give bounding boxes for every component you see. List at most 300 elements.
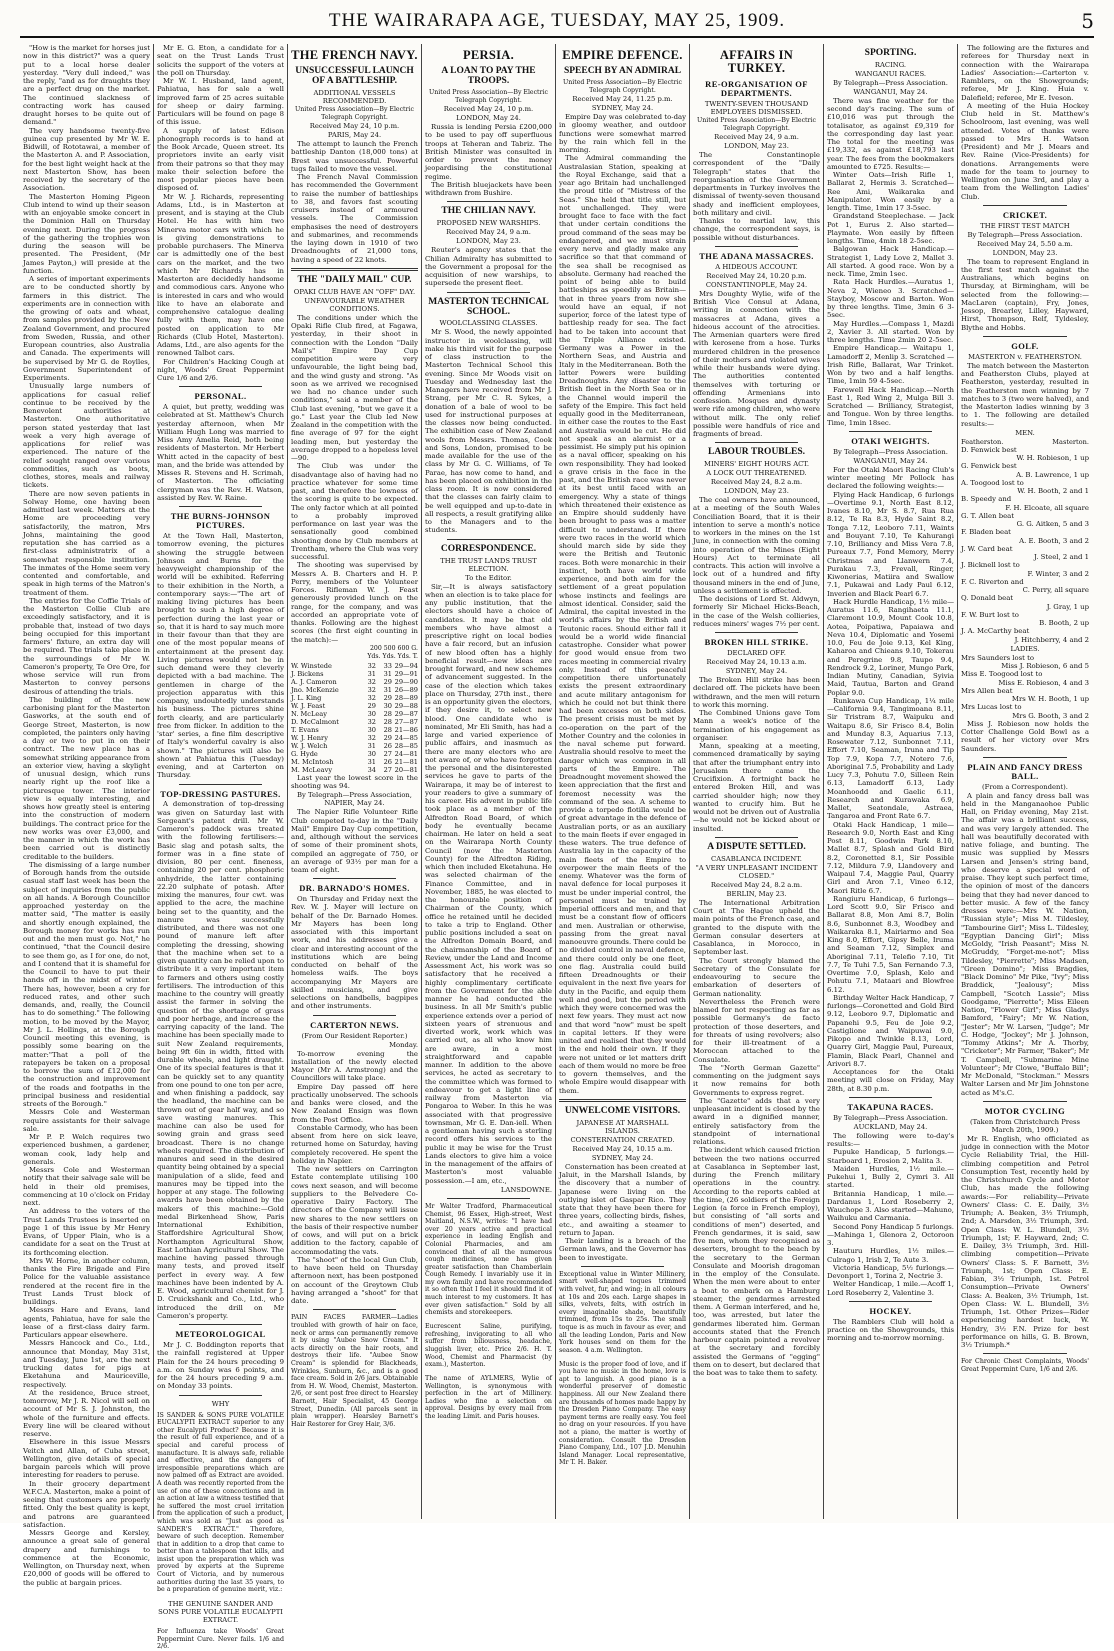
headline-technical-school: MASTERTON TECHNICAL SCHOOL. — [428, 296, 549, 317]
advertisement: Music is the proper food of love, and if you have no music in the home, love is apt to languish. A good piano is a wonderful preserver of domestic happiness. All our New Zealand there are thousands of homes made happy by the Dresden Piano Company. The easy payment terms are really easy. You feel no drag on your resources. If you have not a piano, the matter is worthy of consideration. Consult the Dresden Piano Company, Ltd., 107 J.D. Menuhin Island Manager. Local representative, Mr T. H. Baker. — [559, 1360, 686, 1467]
paragraph: On Thursday and Friday next the Rev. W. J. Mayer will lecture on behalf of the Dr. Barnado Homes. Mr Mayers has been long associated with this important work, and his addresses give a clear and interesting account of the institutions which are being conducted on behalf of the homeless waifs. The boys accompanying Mr Mayers are skilled musicians, and give selections on handbells, bagpipes and other instruments. — [291, 895, 418, 1011]
subheadline: WOOLCLASSING CLASSES. — [439, 319, 538, 328]
paragraph: Sir,—It is always satisfactory when an election is to take place for any public institution, that the electors should have a choice of candidates. It may be that old members who have almost a prescriptive right on local bodies have a fair record, but an infusion of new blood often has a highly beneficial result—new ideas are brought forward, and new schemes of advancement suggested. In the case of the election which takes place on Thursday, 27th inst., there is an opportunity given the electors, if they desire it, to select new blood. One candidate who is nominated, Mr Eli Smith, has had a large and varied experience of public affairs, and inasmuch as there are many electors who are not aware of, or who have forgotten the personal and the disinterested services he gave to parts of the Wairarapa, it may be of interest to your readers to give a summary of his career. His advent in public life took place as a member of the Alfredton Road Board, of which body he eventually became chairman. He later on held a seat on the Wairarapa North County Council (now the Masterton County) for the Alfredton Riding, which then included Eketahuna. He was selected chairman of the Finance Committee, and in November, 1885, he was elected to the honourable position of Chairman of the County, which office he retained until he decided to take a trip to England. Other public positions included a seat on the Alfredton Domain Board, and the chairmanship of the Board of Review, under the Land and Income Assessment Act, his work was so satisfactory that he received a highly complimentary certificate from the Government for the able manner he had conducted the business. In all Mr Smith's public experience extends over a period of sixteen years of strenuous and diverted work, work which was carried out, as all who know him are aware, in a most straightforward and capable manner. In addition to the above services, he acted as secretary to the committee which was formed to endeavour to get a light line of railway from Masterton via Pongaroa to Weber. In this he was associated with that progressive townsman, Mr G. E. Dan-iell. When a gentleman having such a sterling record offers his services to the public it may be wise for the Trust Lands electors to give him a voice in the management of the affairs of Masterton's most valuable possession.—I am, etc., — [425, 582, 552, 1185]
shooter-score: 29—87 — [394, 709, 418, 718]
shooter-score: 31 — [383, 685, 392, 694]
shooter-score: 21—81 — [394, 757, 418, 766]
paragraph: Messrs Cole and Westerman notify that their salvage sale will be held in their old premises, commencing at 10 o'clock on Friday next. — [23, 1166, 150, 1207]
divider — [715, 632, 798, 633]
paragraph: At the residence, Bruce street, tomorrow, Mr J. R. Nicol will sell on account of Mr S. J. Johnston, the whole of the furniture and effects. Every line will be cleared without reserve. — [23, 1388, 150, 1438]
headline-unwelcome-visitors: UNWELCOME VISITORS. — [564, 1105, 681, 1116]
headline-daily-mail-cup: THE "DAILY MAIL" CUP. — [297, 274, 412, 285]
column-5 — [556, 44, 690, 1519]
headline-takapuna: TAKAPUNA RACES. — [847, 1101, 934, 1112]
paragraph: Mr W. J. Richards, representing Adams, Ltd., is in Masterton at present, and is staying at the Club Hotel. He has with him two Minerva motor cars with which he is giving demonstrations to probable purchasers. The Minerva car is admittedly one of the best cars on the market, and the two which Mr Richards has in Masterton are decidedly handsome and commodious cars. Anyone who is interested in cars and who would like to have an elaborate and comprehensive catalogue dealing fully with them, may have one posted on application to Mr Richards (Club Hotel, Masterton). Adams, Ltd., are also agents for the renowned Talbot cars. — [157, 192, 284, 358]
golf-result-line: J. Steel, 2 and 1 — [1034, 553, 1089, 562]
shooter-name: M. McIntosh — [291, 757, 334, 766]
shooter-score: 32 — [367, 717, 376, 726]
race-weights: Otaki Hack Handicap, 1 mile—Research 9.0, North East and King Post 8.11, Goodwin Park 8.10, Mallet 8.7, Splash and Gold Bird 8.2, Coronetted 8.1, Sir Possible 7.12, Mildura 7.9, Llandovery and Waipaul 7.4, Maggie Paul, Quarry Girl and Aron 7.1, Vineo 6.12, Maori Ritle 6.7. — [827, 820, 954, 895]
section-heading-personal: PERSONAL. — [194, 391, 247, 402]
paragraph: Acceptances for the Otaki meeting will close on Friday, May 28th, at 8.30 p.m. — [827, 1068, 954, 1093]
subheadline: CASABLANCA INCIDENT. — [711, 854, 802, 863]
paragraph: Mr E. G. Eton, a candidate for a seat on the Trust Lands Trust solicits the support of the voters at the poll on Thursday. — [157, 44, 284, 77]
dateline: Received May 24, 10 p.m. — [309, 122, 400, 131]
divider — [313, 878, 396, 879]
paragraph: An address to the voters of the Trust Lands Trustees is inserted on page 1 of this issue by Mr Henry Evans, of Upper Plain, who is a candidate for a seat on the Trust at its forthcoming election. — [23, 1207, 150, 1257]
shooter-score: 29 — [383, 733, 392, 742]
divider — [179, 386, 262, 387]
section-heading-meteorological: METEOROLOGICAL — [175, 1329, 266, 1340]
paragraph: The entries for the Coffie Trials of the Masterton Collie Club are exceedingly satisfactory, and it is probable that, instead of two days being occupied for this important farmers' fixture, an extra day will be required. The trials take place in the surroundings of Mr W. Cameron's property, Te Ore Ore, for whose service will run from Masterton to convey persons desirous of attending the trials. — [23, 596, 150, 696]
score-row — [291, 702, 418, 710]
paragraph: There was fine weather for the second day's racing. The sum of £10,016 was put through the totalisator, as against £9,319 for the corresponding day last year. The total for the meeting was £19,332, as against £18,793 last year. The fees from the bookmakers amounted to £725. Results:— — [827, 96, 954, 171]
shooter-score: 32 — [367, 661, 376, 670]
shooter-score: 30 — [383, 701, 392, 710]
shooter-name: N. McLeay — [291, 709, 327, 718]
headline-labour: LABOUR TROUBLES. — [708, 447, 805, 458]
divider — [715, 837, 798, 838]
dateline: By Telegraph—Press Association. — [967, 230, 1083, 239]
headline-correspondence: CORRESPONDENCE. — [440, 543, 537, 554]
shooter-score: 26—89 — [394, 685, 418, 694]
shooter-score: 28—85 — [394, 741, 418, 750]
dateline: LONDON, May 23. — [992, 248, 1058, 257]
paragraph: Messrs George and Kersley, announce a great sale of general drapery and furnishings to commence at the Economic, Wellington, on Thursday next, when £20,000 of goods will be offered to the public at bargain prices. — [23, 1529, 150, 1587]
divider — [983, 1101, 1067, 1102]
race-result: Farewell Hack Handicap.—North East 1, Red Wing 2, Mulga Bill 3. Scratched — Brilliancy, Strategist, and Tongue. Won by three lengths. Time, 1min 18sec. — [827, 385, 954, 427]
dateline: Received May 24, 11.25 p.m. — [572, 95, 673, 104]
golf-result-line: A. E. Booth, 3 and 2 — [1019, 536, 1089, 545]
column-head: Masterton. — [1052, 437, 1089, 446]
headline-broken-hill: BROKEN HILL STRIKE. — [704, 637, 809, 648]
score-row — [291, 750, 418, 758]
shooter-score: 29 — [367, 701, 376, 710]
divider — [559, 1099, 686, 1102]
race-weights: Flying Hack Handicap, 6 furlongs —Overtime 9.1, North East 8.12, Ivanes 8.10, Mr S. 8.7, Rua Rua 8.12, Te Ra 8.3, Hyde Saint 8.2, Tonga 7.12, Leoboro 7.11, Waints and Bouyant 7.10, Te Kahurangi 7.10, Brilliancy and Miss Vera 7.8, Pureaux 7.7, Fond Memory, Merry Christmas and Llanwern 7.4, Purakau 7.3, Frevall, Ringer, Kiwonerias, Matiira and Swallow 7.1, Pukawai and Lady Paul 6.12, Inverien and Black Pearl 6.7. — [827, 490, 954, 598]
subheadline: SPEECH BY AN ADMIRAL — [563, 66, 682, 77]
subheadline: THE FIRST TEST MATCH — [980, 221, 1070, 230]
dateline: Received May 24, 10.13 a.m. — [706, 658, 807, 667]
golf-column-heads — [961, 438, 1089, 446]
paragraph: The decisions of Lord St. Aldwyn, formerly Sir Michael Hicks-Beach, in the case of the Welsh collieries, reduces miners' wages 7½ per cent. — [693, 595, 820, 628]
golf-result-line: J. W. Card beat — [961, 544, 1013, 553]
column-7 — [824, 44, 958, 1519]
wire-credit: United Press Association—By Electric Telegraph Copyright. — [295, 106, 414, 121]
paragraph: A quiet, but pretty, wedding was celebrated at St. Matthew's Church yesterday afternoon, when Mr William Hugh Long was married to Miss Amy Amelia Reid, both being residents of Masterton. Mr Herbert Whitt acted in the capacity of best man, and the bride was attended by Misses R. Stevens and H. Scrimah, of Masterton. The officiating clergyman was the Rev. H. Watson, assisted by Rev. W. Raine. — [157, 403, 284, 502]
dateline: Monday. — [389, 1040, 418, 1049]
paragraph: Messrs Hancock and Co., Ltd., announce that Monday, May 31st, and Tuesday, June 1st, are the next trucking dates for pigs at Eketahuna and Mauriceville, respectively. — [23, 1339, 150, 1389]
race-result: Balgowan Hack Handicap.— Strategist 1, Lady Love 2, Mallet 3. All started. A good race. Won by a neck. Time, 2min 1sec. — [827, 245, 954, 279]
shooter-score: 20—81 — [394, 765, 418, 774]
paragraph: The Admiral commanding the Australasian Station, speaking at the Royal Exchange, said that a year ago Britain had unchallenged the proud title of "Mistress of the Seas." She held that title still, but not unchallenged. They were brought face to face with the fact that under certain conditions the proud command of the seas may be endangered, and we must strain every nerve and gladly make any sacrifice so that that command of the sea shall be recognised as absolute. Germany had reached the point of being able to build battleships as speedily as Britain—that in three years from now she would have an equal, if not superior, force of the latest type of battleship ready for sea. The fact had to be taken into account that the Triple Alliance existed. Germany was a Power in the Northern Seas, and Austria and Italy in the Mediterranean. Both the latter Powers were building Dreadnoughts. Any disaster to the British fleet in the North Sea or in the Channel would imperil the safety of the Empire. This fact held equally good in the Mediterranean, in either case the routes to the East and Australia would be cut. He did not speak as an alarmist or a pessimist. He simply put his opinion as a naval officer, speaking on his own responsibility. They had looked a grave crisis in the face in the past, and the British race was never at its best until faced with an emergency. Why a state of things which threatened their existence as an Empire should suddenly have been brought to pass was a matter difficult to understand. If there were two races in the world which should march side by side they were the British and Teutonic races. Both were monarchic in their instinct, both have world wide experience, and both aim for the settlement of a great population whose instincts and feelings are almost identical. Consider, said the Admiral, the capital invested in the world's affairs by the British and Teutonic races. Should either fall it would be a world wide financial catastrophe. Consider what power for good would ensue from two races meeting in commercial rivalry only. Instead of this peaceful competition there unfortunately exists the present extraordinary and acute military antagonism for which he could not but think there had been excesses on both sides. The present crisis must be met by co-operation on the part of the Mother Country and the colonies in the naval scheme put forward. Australia should resolve to meet the danger which was common in all parts of the Empire. The Dreadnought movement showed the keen appreciation that the first and foremost necessity was the command of the sea. A scheme to provide a torpedo flotilla would be of great advantage in the defence of Australian ports, or as an auxiliary to the main fleets if ever engaged in these waters. The true defence of Australia lay in the capacity of the main fleets of the Empire to overpower the main fleets of the enemy. Whatever was the form of naval defence for local purposes it must be under imperial control, the personnel must be trained by Imperial officers and men, and that must be a constant flow of officers and men. Australian or otherwise, passing from the great naval manoeuvre grounds. There could be no divided control in naval defence, and there could only be one fleet, one flag. Australia could build fifteen Dreadnoughts or their equivalent in the next five years for duty in the Pacific, and equip them well and good, but the period with which they were concerned was the next few years. They must act now and that word "now" must be spelt in capital letters. If they were united and realised that they would in the end hold their own. If they were not united or let matters drift each of them would no more be free to govern themselves, and the whole Empire would disappear with them. — [559, 154, 686, 1095]
shooter-score: 21—86 — [394, 725, 418, 734]
dateline: By Telegraph—Press Association, NAPIER, May 24. — [297, 791, 412, 808]
golf-result-line: Mrs G. Booth, 3 and 2 — [1012, 711, 1089, 720]
column-1 — [20, 44, 154, 1587]
paragraph: Constable Carmody, who has been absent from here on sick leave, returned home on Saturday, having completely recovered. He spent the holiday in Napier. — [291, 1123, 418, 1165]
byline: (From Our Resident Reporter.) — [301, 1031, 408, 1040]
paragraph: A demonstration of top-dressing was given on Saturday last with Sergeant's patent drill. Mr W. Cameron's paddock was treated with the following fertilisers:— Basic slag and potash salts, the former was in a fine state of division, 80 per cent. fineness, containing 20 per cent. phosphoric anhydride, the latter containing 22.20 sulphate of potash. After mixing the manures, four cwt. was applied to the acre, the machine being set to the quantity, and the manure was successfully distributed, and there was not one pound of manure left after completing the dressing, showing that the machine when set to a given quantity can be relied upon to distribute it a very important item to farmers and others using costly fertilisers. The introduction of this machine to the country will greatly assist the farmer in solving the question of the shortage of grass and poor herbage, and increase the carrying capacity of the land. The machine has been specially made to suit New Zealand requirements, being 9ft 6in in width, fitted with durable wheels, and light draught. One of its special features is that it can be quickly set to any quantity from one pound to one ton per acre, and when finishing a paddock, say the headland, the machine can be thrown out of gear half way, and so save wasting manures. This machine can also be used for sowing grain and grass seed broadcast. There is no change wheels required. The distribution of manures and seed in the desired quantity being obtained by a special manipulation of a slide, feed and manures may be tipped into the hopper at any stage. The following awards have been obtained by the makers of this machine:—Gold medal Birkenhead Show, Paris International Exhibition, Staffordshire Agricultural Show, Northampton Agricultural Show, East Lothian Agricultural Show. The machine having passed through many tests, and proved itself perfect in every way. A few machines have been indented by A. E. Wood, agricultural chemist for J. D. Cruickshank and Co., Ltd., who introduced the drill on Mr Cameron's property. — [157, 800, 284, 1320]
paragraph: For Children's Hacking Cough at night, Woods' Great Peppermint Cure 1/6 and 2/6. — [157, 357, 284, 382]
race-result: Pupuke Handicap, 5 furlongs.—Starboard 1, Erosion 2, Malita 3. — [827, 1148, 954, 1165]
column-6 — [690, 44, 824, 1519]
headline-carterton: CARTERTON NEWS. — [310, 1019, 399, 1030]
subheadline: MINERS' EIGHT HOURS ACT. — [703, 460, 810, 469]
salutation: To the Editor. — [465, 573, 512, 582]
shooter-score: 30 — [367, 749, 376, 758]
column-8 — [958, 44, 1092, 1519]
golf-result-line: J. Bicknell lost to — [961, 561, 1020, 570]
byline: (From a Correspondent). — [982, 782, 1068, 791]
advertisement: Eucrescent Saline, purifying, refreshing, invigorating to all who suffer from biliousness, headache, sluggish liver, etc. Price 2/6. H. T. Wood, Chemist and Pharmacist (by exam.), Masterton. — [425, 1323, 552, 1369]
dateline: Received May 24, 9 a.m. — [714, 133, 799, 142]
shooter-name: T. Evans — [291, 725, 319, 734]
shooter-name: Jno. McKenzie — [291, 685, 339, 694]
shooter-score: 27—87 — [394, 717, 418, 726]
headline-otaki-weights: OTAKI WEIGHTS. — [851, 435, 930, 446]
shooter-name: W. Winstede — [291, 661, 332, 670]
headline-chilian-navy: THE CHILIAN NAVY. — [441, 206, 536, 217]
paragraph: The Constantinople correspondent of the "Daily Telegraph" states that the reorganisation of the Government departments in Turkey involves the dismissal of twenty-seven thousand shady and inefficient employees, both military and civil. — [693, 151, 820, 217]
race-result: Maiden Hurdles, 1½ mile.—Pukehui 1, Bully 2, Cymri 3. All started. — [827, 1164, 954, 1190]
shooter-score: 32 — [367, 693, 376, 702]
paragraph: The International Arbitration Court at The Hague upheld the main points of the French case, and granted to the dispute with the German consular deserters at Casablanca, in Morocco, in September last. — [693, 898, 820, 957]
race-result: Rata Hack Hurdles.—Auratus 1, Neva 2, Wieneo 3. Scratched—Stayboy, Moscow and Barton. Won by three lengths. Time, 3min 6 3-5sec. — [827, 278, 954, 320]
score-row — [291, 766, 418, 774]
paragraph: Thanks to martial law, this change, the correspondent says, is possible without disturbances. — [693, 217, 820, 242]
race-result: Welter Handicap, 1 mile.—Acoff 1, Lord Roseberry 2, Valentine 3. — [827, 1280, 954, 1297]
dateline: Received May 24, 10.15 a.m. — [572, 1144, 673, 1153]
golf-result-line: Mrs Saunders lost to — [961, 653, 1035, 662]
golf-ladies-results — [961, 654, 1089, 720]
paragraph: Mr J. C. Boddington reports that the rainfall registered at Upper Plain for the 24 hours preceding 9 a.m. on Sunday was 6 points, and for the 24 hours preceding 9 a.m. on Monday 33 points. — [157, 1341, 284, 1391]
shooter-score: 24—85 — [394, 733, 418, 742]
golf-result-line: A. Toogood lost to — [961, 478, 1024, 487]
paragraph: The following are the fixtures and referees for Thursday next in connection with the Wairarapa Ladies' Association:—Carterton v. Ramblers, on the Showgrounds; referee, Mr J. King. Huia v. Dalefield; referee, Mr E. Iveson. — [961, 44, 1089, 102]
shooter-name: G. Hyde — [291, 749, 318, 758]
paragraph: Mr R. English, who officiated as judge in connection with the Motor Cycle Reliability Trial, the Hill-climbing competition and Petrol Consumption Test, recently held by the Christchurch Cycle and Motor Club, has made the following awards:—For reliability—Private Owners' Class: C. E. Daily, 3½ Triumph; A. Beaken, 3½ Triumph, 2nd; A. Marsden, 3½ Triumph, 3rd. Open Class: W. L. Blundell, 3½ Triumph, 1st; F. Hayward, 2nd; C. E. Dailey, 3½ Triumph, 3rd. Hill-climbing competition—Private Owners' Class: S. F. Barnett, 3½ Triumph, 1st; Open Class: E. Fabian, 3½ Triumph, 1st. Petrol Consumption—Private Owners' Class: A. Beaken, 3½ Triumph, 1st. Open Class: W. L. Blundell, 3½ Triumph, 1st. Other Prizes—Rider experiencing hardest luck, W. Hendry, 3½ F.N. Prize for best performance on hills, G. B. Brown, 3½ Triumph.* — [961, 1134, 1089, 1350]
subheadline: UNSUCCESSFUL LAUNCH OF A BATTLESHIP. — [295, 66, 414, 87]
divider — [581, 1266, 664, 1267]
shooter-score: 32 — [367, 677, 376, 686]
paragraph: Empire Day was celebrated to-day in gloomy weather, and outdoor functions were somewhat marred by the rain which fell in the morning. — [559, 113, 686, 155]
wire-credit: United Press Association—By Electric Telegraph Copyright. — [563, 79, 682, 94]
paragraph: The very handsome twenty-five guinea cup presented by Mr W. E. Bidwill, of Rototawai, a member of the Masterton A. and P. Association, for the best light weight hack at the next Masterton Show, has been received by the secretary of the Association. — [23, 126, 150, 193]
dateline: Received May 24, 8.2 a.m. — [710, 478, 803, 487]
golf-result-line: J. Gray, 1 up — [1046, 602, 1089, 611]
headline-golf: GOLF. — [1011, 340, 1039, 351]
divider — [849, 431, 932, 432]
paragraph: The "shoot" of the local Gun Club, to have been held on Thursday afternoon next, has been postponed on account of the Greytown Club having arranged a "shoot" for that date. — [291, 1255, 418, 1306]
subheadline: MASTERTON v. FEATHERSTON. — [968, 352, 1082, 361]
subheadline: THE TRUST LANDS TRUST ELECTION. — [440, 556, 537, 573]
divider — [179, 506, 262, 507]
paragraph: Consternation has been created at Jaluit, in the Marshall Islands, by the discovery that a number of Japanese were living on the outlying islet of Gaspar Rico. They state that they have been there for three years, collecting birds, fishes, etc., and awaiting a steamer to return to Japan. — [559, 1162, 686, 1237]
advertisement: Exceptional value in Winter Millinery, smart well-shaped toques trimmed with velvet, fur, and wing; in all colours at 10s and 20s each. Large shapes in silks, velvets, felts, with ostrich in every imaginable shade, beautifully trimmed, from 15s to 25s. The small toque is as much in favour as ever, and all the leading London, Paris and New York houses send on them for the season. 4 a.m. Wellington. — [559, 1270, 686, 1354]
subheadline: JAPANESE AT MARSHALL ISLANDS. — [576, 1118, 669, 1135]
headline-barnado: DR. BARNADO'S HOMES. — [299, 883, 410, 894]
paragraph: Mr P. P. Welch requires two experienced bushmen, a gardener, woman cook, lady help and generals. — [23, 1133, 150, 1166]
wire-credit: United Press Association—By Electric Telegraph Copyright. — [429, 89, 548, 104]
shooter-score: 34 — [367, 765, 376, 774]
paragraph: Empire Day passed off here practically unobserved. The schools and banks were closed, and the New Zealand Ensign was flown from the Post Office. — [291, 1082, 418, 1124]
paragraph: To-morrow evening the installation of the newly elected Mayor (Mr A. Armstrong) and the Councillors will take place. — [291, 1049, 418, 1083]
paragraph: In their grocery department W.F.C.A. Masterton, make a point of seeing that customers are properly fitted. Only the best quality is kept, and patrons are guaranteed satisfaction. — [23, 1479, 150, 1529]
byline: (Taken from Christchurch Press March 20th, 1909.) — [969, 1117, 1081, 1134]
advertisement: THE GENUINE SANDER AND SONS PURE VOLATILE EUCALYPTI EXTRACT. — [158, 1600, 283, 1625]
paragraph: The Napier Rifle Volunteer Rifle Club competed to-day in the "Daily Mail" Empire Day Cup competition, and, although without the services of some of their prominent shots, compiled an aggregate of 750, or an average of 93½ per man for a team of eight. — [291, 808, 418, 875]
shooter-score: 28—89 — [394, 693, 418, 702]
golf-result-line: A. B. Lawrence, 1 up — [1016, 470, 1089, 479]
paragraph: Reuter's agency states that the Chilian Admiralty has submitted to the Government a proposal for the acquisition of new warships, to supersede the present fleet. — [425, 246, 552, 288]
race-result: Second Pony Handicap 5 furlongs. —Mahinga 1, Glenora 2, Octoroon 3. — [827, 1222, 954, 1248]
dateline: By Telegraph—Press Association. — [833, 78, 948, 87]
paragraph: Mr S. Wood, the newly appointed instructor in woolclassing, will make his third visit for the purpose of class instruction to the Masterton Technical School this evening. Since Mr Woods visit on Tuesday and Wednesday last the Managers have received from Mr J. Strang, per Mr C. R. Sykes, a donation of a bale of wool to be used for instructional purposes at the classes now being conducted. The exhibition case of New Zealand wools from Messrs. Thomas, Cook and Sons, London, promised to be made available for the use of the class by Mr G. C. Williams, of Te Parae, has now come to hand, and has been placed on exhibition in the class room. It is now considered that the classes can fairly claim to be well equipped and up-to-date in all respects, a result gratifying alike to the Managers and to the students. — [425, 328, 552, 535]
golf-result-line: B. Speedy and — [961, 495, 1012, 504]
score-row — [291, 694, 418, 702]
headline-empire-defence: EMPIRE DEFENCE. — [562, 48, 683, 62]
score-row — [291, 758, 418, 766]
paragraph: The conditions under which the Opaki Rifle Club fired, at Fagawa, yesterday, in their shoot in connection with the London "Daily Mail's" Empire Day Cup competition were very unfavourable, the light being bad, and the wind gusty and strong. "As soon as we arrived we recognised we had no chance under such conditions," said a member of the Club last evening, "but we gave it a go." Last year the Club led New Zealand in the competition with the fine average of 97 for the eight leading men, but yesterday the average dropped to a hopeless level—90. — [291, 313, 418, 463]
signature: LANSDOWNE. — [500, 1185, 552, 1194]
race-weights: Birthday Welter Hack Handicap, 7 furlongs—Coronetted and Gold Bird 9.12, Leoboro 9.7, Diplomatic and Papanehi 9.5, Feu de Joie 9.2, Castiglione and Waipuwai 9.0, Pikopo and Twinkle 8.13, Lord, Quarry Girl, Maggie Paul, Pureaux, Flamin, Black Pearl, Channel and Arivori 8.7. — [827, 993, 954, 1068]
shooter-score: 29—94 — [394, 661, 418, 670]
headline-dress-ball: PLAIN AND FANCY DRESS BALL. — [967, 761, 1083, 781]
shooter-score: 28 — [383, 717, 392, 726]
shooter-score: 30 — [367, 709, 376, 718]
dateline: By Telegraph—Press Association. — [833, 1113, 948, 1122]
dateline: SYDNEY, May 24. — [591, 104, 654, 113]
paragraph: The building of the new carbonising plant for the Masterton Gasworks, at the south end of George Street, Masterton, is now completed, the painters only having a day or two to put in on their contract. The new place has a somewhat striking appearance from an exterior view, having a skylight of unusual design, which runs nearly right up the roof like a picturesque tower. The interior view is equally interesting, and shows how greatly steel is entering into the construction of modern buildings. The contract price for the new works was over £3,000, and the manner in which the work has been carried out is distinctly creditable to the builders. — [23, 695, 150, 861]
score-row — [291, 670, 418, 678]
shooter-score: 28 — [383, 709, 392, 718]
divider — [849, 1097, 932, 1098]
column-3 — [288, 44, 422, 1519]
paragraph: There are now seven patients in Solway Home, one having been admitted last week. Matters at the Home are proceeding very satisfactorily, the matron, Mrs Johns, maintaining the good reputation she has carried as a first-class administratrix of a somewhat responsible institution. The inmates of the Home seem very contented and comfortable, and speak in high terms of the Matron's treatment of them. — [23, 489, 150, 597]
paragraph: The "Gazette" adds that a very unpleasant incident is closed by the award in a dignified manner, entirely satisfactory from the standpoint of international relations. — [693, 1096, 820, 1147]
divider — [447, 539, 530, 540]
shooter-score: 32 — [367, 685, 376, 694]
paragraph: The new settlers on Carrington Estate contemplate utilising 100 cows next season, and will become suppliers to the Belvedere Co-operative Dairy Factory. The directors of the Company will issue new shares to the new settlers on the basis of their respective number of cows, and will put on a brick addition to the factory, capable of accommodating the vats. — [291, 1165, 418, 1256]
golf-result-line: Mrs Allen beat — [961, 686, 1013, 695]
shooter-score: 24—81 — [394, 749, 418, 758]
paragraph: Messrs Cole and Westerman require assistants for their salvage sale. — [23, 1108, 150, 1133]
paragraph: A series of important experiments are to be conducted shortly by farmers in this district. The experiments are in connection with the growing of oats and wheat, from samples provided by the New Zealand Government, and procured from Sweden, Russia, and other European countries, also Australia and Canada. The experiments will be supervised by Mr G. de Roylles, Government Superintendent of Experiments. — [23, 275, 150, 382]
subheadline: MEN. — [1015, 428, 1035, 437]
divider — [983, 1353, 1067, 1354]
paragraph: Russia is lending Persia £200,000 to be used to pay off superfluous troops at Teheran and Tabriz. The British Minister was consulted in order to prevent the money jeopardising the constitutional regime. — [425, 123, 552, 181]
golf-result-line: W. H. Robieson, 1 up — [1016, 454, 1089, 463]
subheadline: "A VERY UNPLEASANT INCIDENT CLOSED." — [695, 863, 818, 880]
golf-result-line: Mrs Lucas lost to — [961, 703, 1022, 712]
divider — [983, 757, 1067, 758]
paragraph: The following were to-day's results:— — [827, 1131, 954, 1149]
race-result: Victoria Handicap, 5½ furlongs.—Devonport 1, Torina 2, Nectrie 3. — [827, 1263, 954, 1281]
dateline: Received May 24, 8.2 a.m. — [710, 880, 803, 889]
golf-result-line: Q. Donald beat — [961, 594, 1014, 603]
divider — [715, 246, 798, 247]
golf-result-line: Mrs W. H. Booth, 1 up — [1011, 695, 1089, 704]
paragraph: Mrs W. Horne, in another column, thanks the Fire Brigade and Fire Police for the valuable assistance rendered at the recent fire in the Trust Lands Trust block of buildings. — [23, 1256, 150, 1306]
score-table — [291, 662, 418, 774]
shooter-score: 29—88 — [394, 701, 418, 710]
headline-affairs-turkey: AFFAIRS IN TURKEY. — [719, 48, 794, 76]
golf-result-line: F. H. Elcoate, all square — [1005, 503, 1089, 512]
paragraph: A meeting of the Huia Hockey Club held in St. Matthew's Schoolroom, last evening, was well attended. Votes of thanks were passed to Mrs H. Watson (President) and Mr J. Mears and Rev. Raine (Vice-Presidents) for donations. Arrangements were made for the team to journey to Wellington on June 3rd, and play a team from the Wellington Ladies' Club. — [961, 101, 1089, 201]
column-4 — [422, 44, 556, 1519]
divider — [983, 336, 1067, 337]
shooter-name: M. McLeavy — [291, 765, 333, 774]
dateline: LONDON, May 24. — [456, 114, 521, 123]
divider — [291, 268, 418, 271]
shooter-name: W. J. Henry — [291, 733, 328, 742]
dateline: By Telegraph—Press Association. — [833, 447, 948, 456]
shooter-score: 27 — [383, 765, 392, 774]
subheadline: OPAKI CLUB HAVE AN "OFF" DAY. — [293, 287, 416, 296]
dateline: Received May 24, 10 p.m. — [443, 105, 534, 114]
shooter-score: 27 — [383, 749, 392, 758]
subheadline: A HIDEOUS ACCOUNT. — [715, 262, 798, 271]
dateline: WANGANUI, May 24. — [853, 456, 928, 465]
score-row — [291, 734, 418, 742]
shooter-score: 26 — [383, 741, 392, 750]
divider — [447, 292, 530, 293]
divider — [179, 784, 262, 785]
shooter-name: D. McCalmont — [291, 717, 339, 726]
paragraph: The dismissing of a large number of Borough hands from the outside casual staff last week has been the subject of inquiries from the public on all hands. A Borough Councillor approached yesterday on the matter said, "The matter is easily and shortly enough explained, the Borough money for works has run out and the men must go. Not," he continued, "that the Council desire to see them go, as I for one, do not, and I contend that it is shameful for the Council to have to put their hands off in the midst of winter. There has, however, been a cry for reduced rates, and other such demands, and, really, the Council has to do something." The following motion, to be moved by the Mayor, Mr J. L. Hollings, at the Borough Council meeting this evening, is possibly some bearing on the matter:"That a poll of the ratepayers be taken on a proposal to borrow the sum of £12,000 for the construction and improvement of the roads and footpaths in the principal business and residential streets of the Borough." — [23, 860, 150, 1108]
golf-result-line: G. Fenwick best — [961, 462, 1017, 471]
dateline: Received May 24, 5.50 a.m. — [977, 239, 1073, 248]
race-result: Grandstand Steeplechase. — Jack Pot 1, Eurus 2. Also started—Playmate. Won easily by fifteen lengths. Time, 4min 18 2-5sec. — [827, 212, 954, 246]
score-row — [291, 742, 418, 750]
dateline: LONDON, May 23. — [456, 237, 521, 246]
subheadline: UNFAVOURABLE WEATHER CONDITIONS. — [304, 296, 405, 313]
paragraph: The Masterton Homing Pigeon Club intend to wind up their season with an enjoyable smoke concert in the Dominion Hall on Thursday evening next. During the progress of the gathering the trophies won during the season will be presented. The President, (Mr James Payton,) will preside at the function. — [23, 192, 150, 275]
dateline: PARIS, May 24. — [327, 131, 382, 140]
paragraph: At the Town Hall, Masterton, tomorrow evening, the pictures showing the struggle between Johnson and Burns for the heavyweight championship of the world will be exhibited. Referring to their exhibition in the North, a contemporary says:—"The art of making living pictures has been brought to such a high degree of perfection during the last year or so, that it is hard to say much more in their favour than that they are one of the most popular means of entertainment at the present day. Living pictures would not be in such demand were they cleverly depicted with a bad machine. The gentlemen in charge of the projection apparatus with this company, undoubtedly understands his business. The pictures shine forth clearly, and are particularly free from flicker. In addition to the 'star' series, a fine film descriptive of Italy's wonderful cavalry is also shown." The pictures will also be shown at Pahiatua this (Tuesday) evening, and at Carterton on Thursday. — [157, 532, 284, 780]
dateline: LONDON, May 23. — [724, 142, 789, 151]
paragraph: Elsewhere in this issue Messrs Veitch and Allan, of Cuba street, Wellington, give details of special bargain parcels which will prove interesting for readers to peruse. — [23, 1438, 150, 1480]
race-result: Winter Oats—Irish Rifle 1, Ballarat 2, Hermis 3. Scratched—Ree Ami, Waikaraka and Manipulator. Won easily by a length. Time, 1min 17 3-5sec. — [827, 171, 954, 213]
paragraph: Messrs Hare and Evans, land agents, Pahiatua, have for sale the lease of a first-class dairy farm. Particulars appear elsewhere. — [23, 1306, 150, 1339]
golf-men-results — [961, 446, 1089, 644]
divider — [313, 1309, 396, 1310]
score-row — [291, 726, 418, 734]
dateline: Received May 24, 10.20 p.m. — [706, 271, 807, 280]
dateline: SYDNEY, May 24. — [725, 667, 788, 676]
divider — [179, 1324, 262, 1325]
shooter-score: 31 — [367, 741, 376, 750]
divider — [715, 442, 798, 443]
paragraph: The incident which caused friction between the two nations occurred at Casablanca in September last, during the French military operations in the country. According to the reports cabled at the time, (26 soldiers of the Foreign Legion (a force in French employ), but consisting of "all sorts and conditions of men") deserted, and French gendarmes, it is said, saw five men, whom they recognised as deserters, brought to the beach by the secretary to the German Consulate and Moorish dragoman in the employ of the Consulate. When the men were about to enter a boat to embark on a Hamburg steamer, the gendarmes arrested them. A German interfered, and he, too, was arrested, but later the gendarmes liberated him. German accounts stated that the French harbour captain pointed a revolver at the secretary and forcibly assisted the Germans of "egging" them on to desert, but declared that the boat was to take them to safety. — [693, 1146, 821, 1378]
column-2 — [154, 44, 288, 1651]
shooter-name: J. L. King — [291, 693, 322, 702]
wire-credit: United Press Association—By Electric Telegraph Copyright. — [697, 117, 816, 132]
dateline: AUCKLAND, May 24. — [853, 1122, 928, 1131]
subheadline: ADDITIONAL VESSELS RECOMMENDED. — [313, 89, 396, 106]
shooter-score: 30 — [367, 725, 376, 734]
shooter-score: 29 — [383, 677, 392, 686]
paragraph: The match between the Masterton and Featherston Clubs, played at Featherston, yesterday, resulted in the Featherston men winning by 7 matches to 3 (two were halved), and the Masterton ladies winning by 3 to 1. The following are detailed results:— — [961, 361, 1089, 428]
score-row — [291, 710, 418, 718]
subheadline: CONSTERNATION CREATED. — [570, 1135, 675, 1144]
advertisement: For Chronic Chest Complaints, Woods' Great Peppermint Cure, 1/6 and 2/6. — [961, 1358, 1089, 1373]
paragraph: The Broken Hill strike has been declared off. The pickets have been withdrawn, and the men will return to work this morning. — [693, 676, 820, 709]
golf-result-line: W. H. Booth, 2 and 1 — [1017, 487, 1089, 496]
divider — [447, 201, 530, 202]
shooter-name: W. J. Feast — [291, 701, 326, 710]
paragraph: For the Otaki Maori Racing Club's winter meeting Mr Pollock has declared the following weights:— — [827, 465, 954, 491]
subheadline: PROPOSED NEW WARSHIPS. — [436, 219, 541, 228]
score-table-head: 200 500 600 G. — [369, 644, 418, 652]
dateline: SYDNEY, May 24. — [591, 1153, 654, 1162]
advertisement: Mr Walter Tradford, Pharmaceutical Chemist, 96 Essex, High-street, West Maitland, N.S.W., writes: "I have had over 20 years active and practical experience in leading English and Colonial Pharmacies, and am convinced that of all the numerous cough medicines, none has given greater satisfaction than Chamberlain Cough Remedy. I invariably use it in my own family and have recommended it so often that I feel it should find it of much interest to my customers. It has ever given satisfaction." Sold by all chemists and storekeepers. — [425, 1202, 552, 1317]
race-weights: Runkawa Cup Handicap, 1¼ mile—California 9.4, Tangimoana 8.11, Sir Tristram 8.7, Waipuku and Waitapu 8.6, Sir Frisco 8.4, Bolin and Munday 8.3, Aquarius 7.13, Rosewater 7.12, Sunbonnet 7.11, Effort 7.10, Seaman, Iruna and Tip Top 7.9, Kopa 7.7, Notero 7.6, Aboriginal 7.5, Probability and Lady Lucy 7.3, Pohutu 7.0, Silleen Rein 6.13, Lamadorff 6.13, Lady Moanhoodd and Gaelic 6.11, Research and Kurawaka 6.9, Mallet, Seatondale, Astraea, Tangaroa and Front Rate 6.7. — [827, 696, 954, 821]
shooter-score: 31 — [367, 757, 376, 766]
golf-result-line: F. W. Burt lost to — [961, 610, 1019, 619]
golf-result-line: F. Winter, 3 and 2 — [1027, 569, 1089, 578]
page-number: 5 — [1081, 9, 1094, 33]
headline-hockey: HOCKEY. — [869, 1305, 912, 1316]
subheadline: RACING. — [874, 60, 907, 69]
newspaper-title: THE WAIRARAPA AGE, TUESDAY, MAY 25, 1909. — [328, 10, 786, 31]
paragraph: The Club was under the disadvantage also of having had no practice whatever for some time past, and therefore the lowness of the scoring is quite to be expected. The only factor which at all pointed to a probably improved performance on last year was the sensationally good combined shooting done by Club members at Trentham, where the Club was very successful. — [291, 462, 418, 562]
advertisement: The name of AYLMERS, Wylie of Wellington, is synonymous with perfection in the art of Millinery. Ladies who fine a selection on approval. Designs by every mail from the leading Limit. and Paris houses. — [425, 1375, 552, 1420]
shooter-score: 26 — [383, 757, 392, 766]
golf-result-line: G. G. Aitken, 5 and 3 — [1016, 520, 1089, 529]
advertisement: For Influenza take Woods' Great Peppermint Cure. Never fails. 1/6 and 2/6. — [157, 1628, 284, 1651]
divider — [849, 1301, 932, 1302]
golf-result-line: B. Booth, 2 up — [1039, 619, 1089, 628]
paragraph: The team to represent England in the first test match against the Australians, which begins on Thursday, at Birmingham, will be selected from the following:—MacLaren (captain), Fry, Jones, Jessop, Brearley, Lilley, Hayward, Hirst, Thompson, Relf, Tyldesley, Blythe and Hobbs. — [961, 257, 1089, 332]
race-result: Empire Handicap.— Waitapu 1, Lamadorff 2, Menlip 3. Scratched —Irish Rifle, Ballarat, War Trinket. Won by two and a half lengths. Time, 1min 59 4-5sec. — [827, 344, 954, 386]
dateline: CONSTANTINOPLE, May 24. — [705, 280, 808, 289]
golf-result-line: J. A. McCarthy beat — [961, 627, 1030, 636]
headline-dispute: A DISPUTE SETTLED. — [707, 841, 806, 852]
race-result: Britannia Handicap, 1 mile.—Dardanus 1, Lord Roseberry 2, Wauchope 3. Also started—Mahuno, Waihuku and Carmania. — [827, 1189, 954, 1223]
race-weights: Rangiuru Handicap, 6 furlongs—Lord Scott 9.0, Sir Frisco and Ballarat 8.8, Mon Ami 8.7, Bolin 8.6, Sunbonnet 8.3, Woodbey and Waikaraka 8.1, Mairiarmo and Sea King 8.0, Effort, Gipsy Belle, Iruma and Seaman 7.12, Simplex and Aboriginal 7.11, Telefio 7.10, Tit 7.7, Te Tuhi 7.5, San Fernando 7.3, Overtime 7.0, Splash, Kelo and Pohutu 7.1, Mataari and Blowfree 6.12. — [827, 894, 954, 994]
paragraph: Miss J. Robieson now holds the Cotter Challenge Gold Bowl as a result of her victory over Mrs Saunders. — [961, 719, 1089, 753]
race-weights: Hack Hurdle Handicap, 1½ mile—Auratus 11.6, Rangihaeta 11.1, Claremont 10.9, Mount Cook 10.8, Aotea, Poipatiwa, Papaiawa and Neva 10.4, Diplomatic and Yosemi 10.0, Feu de Joie 9.13, Kel King, Kaharoa and Chieans 9.10, Tokerau and Peregrine 9.8, Taupo 9.4, Rendrock 9.2, Loriner, Mungo Park, Indian Mutiny, Canadian, Syivia Maid, Tautua, Barton and Grand Poplar 9.0. — [827, 597, 954, 697]
section-heading-burns-johnson: THE BURNS-JOHNSON PICTURES. — [170, 511, 271, 531]
column-head: Featherston. — [961, 437, 1004, 446]
paragraph: Last year the lowest score in the shooting was 94. — [291, 773, 418, 791]
score-row — [291, 678, 418, 686]
headline-french-navy: THE FRENCH NAVY. — [291, 48, 418, 62]
score-table-head: Yds. Yds. Yds. T. — [367, 653, 418, 661]
headline-persia: PERSIA. — [462, 48, 515, 62]
masthead — [20, 6, 1094, 38]
golf-result-line: C. Perry, all square — [1022, 586, 1089, 595]
golf-result-line: Miss J. Robieson, 6 and 5 — [1001, 662, 1089, 671]
columns — [20, 44, 1094, 1651]
shooter-score: 32 — [367, 733, 376, 742]
shooter-score: 31 — [367, 669, 376, 678]
golf-result-line: F. Bladen beat — [961, 528, 1011, 537]
score-row — [291, 686, 418, 694]
paragraph: The coal owners have announced, at a meeting of the South Wales Conciliation Board, that it is their intention to serve a month's notice to workers in the mines on the 1st June, in connection with the coming into operation of the Mines (Eight Hours) Act to terminate all contracts. This action will involve a lock out of a hundred and fifty thousand miners in the end of June, unless a settlement is effected. — [693, 496, 820, 595]
advert-heading: WHY — [211, 1399, 230, 1408]
subheadline: DECLARED OFF. — [727, 649, 786, 658]
headline-cricket: CRICKET. — [1002, 209, 1048, 220]
paragraph: A plain and fancy dress ball was held in the Manganaohoe Public Hall, on Friday evening, May 21st. The affair was a brilliant success, and was very largely attended. The hall was beautifully decorated with native foliage, and bunting. The music was supplied by Messrs Larsen and Jensen's string band, who deserve a special word of praise. They kept such perfect time, the opinion of most of the dancers being that they had never danced to better music. A few of the fancy dresses were:—Mrs W. Nation, "Russian style"; Miss M. Tildesley, "Tambourine Girl"; Miss L. Tildesley, "Egyptian Dancing Girl"; Miss McGoldy, "Irish Peasant"; Miss N. McGruddy, "Forget-me-not"; Miss Tildesley, "Pierrette"; Miss Madsen, "Green Domino"; Miss Bragdies, "Black Domino" Mr Pike, "Ivy"; Miss Braddick, "Jealousy"; Miss Campbell, "Scotch Lassie"; Miss Goodgame, "Pierrette"; Miss Eileen Nation, "Flower Girl"; Miss Gladys Bamford, "Fairy"; Mr W. Nation, "Jester"; Mr W. Larsen, "Judge"; Mr C. Hodge, "Jockey"; Mr J. Johnson, "Tommy Atkins"; Mr A. Thorby, "Cricketer"; Mr Farmer, "Baker"; Mr T. Campbell, "Submarine Mine Volunteer"; Mr Clowe, "Buffalo Bill"; Mr McDonald, "Stockman." Messrs Walter Larsen and Mr Jim Johnstone acted as M's.C. — [961, 791, 1089, 1097]
subheadline: A LOCK OUT THREATENED. — [706, 469, 807, 478]
subheadline: RE-ORGANISATION OF DEPARTMENTS. — [705, 79, 808, 99]
dateline: BERLIN, May 23. — [726, 889, 787, 898]
headline-sporting: SPORTING. — [864, 48, 917, 58]
headline-adana: THE ADANA MASSACRES. — [699, 250, 814, 261]
shooter-score: 28 — [383, 725, 392, 734]
